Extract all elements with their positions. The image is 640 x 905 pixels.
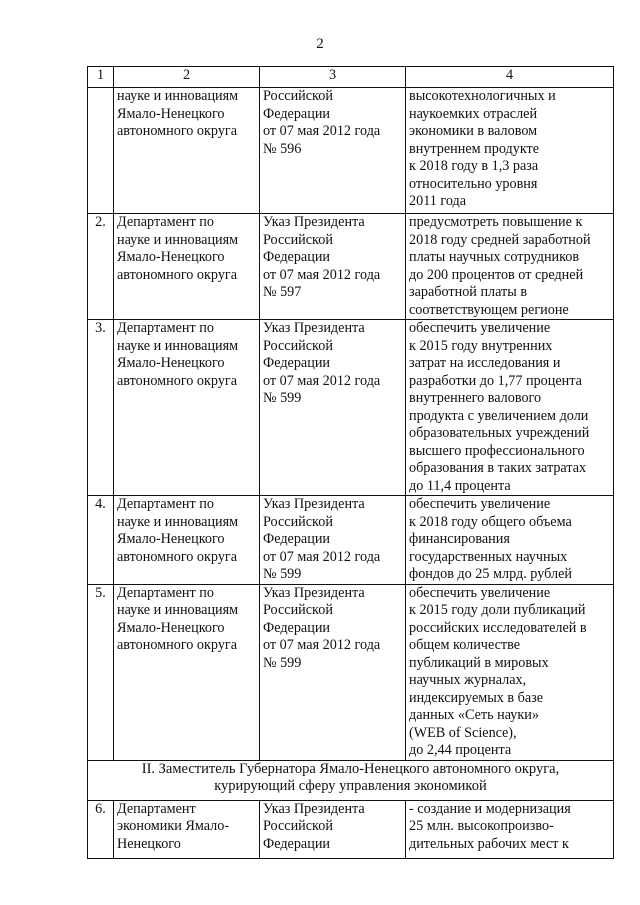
text-line: внутреннем продукте bbox=[409, 140, 540, 157]
text-line: науке и инновациям bbox=[117, 337, 239, 354]
text-line: автономного округа bbox=[117, 548, 238, 565]
text-line: науке и инновациям bbox=[117, 231, 239, 248]
text-line: дительных рабочих мест к bbox=[409, 835, 569, 852]
text-line: образовательных учреждений bbox=[409, 425, 590, 441]
task-cell bbox=[406, 584, 614, 760]
decree-cell bbox=[260, 214, 406, 320]
text-line: относительно уровня bbox=[409, 175, 538, 192]
text-line: автономного округа bbox=[117, 123, 238, 139]
text-line: к 2018 году общего объема bbox=[409, 513, 572, 530]
text-line: № 599 bbox=[263, 566, 302, 582]
text-line: обеспечить увеличение bbox=[409, 584, 551, 601]
department-cell bbox=[114, 320, 260, 496]
text-line: науке и инновациям bbox=[117, 88, 239, 104]
task-cell bbox=[406, 88, 614, 214]
text-line: автономного округа bbox=[117, 266, 238, 283]
text-line: 4. bbox=[95, 496, 106, 512]
task-cell bbox=[406, 214, 614, 320]
text-line: Российской bbox=[263, 337, 333, 354]
text-line: Ямало-Ненецкого bbox=[117, 249, 225, 265]
section-heading bbox=[88, 760, 614, 800]
table-row bbox=[88, 214, 614, 320]
text-line: Ямало-Ненецкого bbox=[117, 531, 225, 547]
text-line: автономного округа bbox=[117, 372, 238, 389]
text-line: Федерации bbox=[263, 835, 331, 852]
text-line: 2018 году средней заработной bbox=[409, 231, 591, 248]
department-cell bbox=[114, 214, 260, 320]
table-row bbox=[88, 320, 614, 496]
row-number-cell bbox=[88, 800, 114, 858]
text-line: до 11,4 процента bbox=[409, 477, 511, 494]
decree-cell bbox=[260, 496, 406, 585]
text-line: от 07 мая 2012 года bbox=[263, 372, 381, 389]
text-line: 6. bbox=[95, 800, 106, 817]
text-line: Федерации bbox=[263, 531, 331, 547]
text-line: Указ Президента bbox=[263, 214, 365, 230]
department-cell bbox=[114, 496, 260, 585]
row-number-cell bbox=[88, 214, 114, 320]
text-line: затрат на исследования и bbox=[409, 355, 561, 371]
header-col-2: 2 bbox=[114, 67, 260, 88]
text-line: к 2015 году доли публикаций bbox=[409, 602, 586, 618]
text-line: Департамент по bbox=[117, 584, 214, 601]
text-line: Ненецкого bbox=[117, 835, 181, 852]
text-line: финансирования bbox=[409, 531, 510, 547]
text-line: Указ Президента bbox=[263, 800, 365, 817]
decree-cell bbox=[260, 88, 406, 214]
text-line: от 07 мая 2012 года bbox=[263, 637, 381, 653]
text-line: науке и инновациям bbox=[117, 602, 239, 618]
text-line: Российской bbox=[263, 602, 333, 618]
text-line: до 2,44 процента bbox=[409, 742, 512, 758]
text-line: государственных научных bbox=[409, 548, 568, 565]
text-line: предусмотреть повышение к bbox=[409, 214, 583, 230]
text-line: 2. bbox=[95, 214, 106, 230]
text-line: научных журналах, bbox=[409, 672, 527, 688]
task-cell bbox=[406, 320, 614, 496]
row-number-cell bbox=[88, 496, 114, 585]
text-line: Федерации bbox=[263, 355, 331, 371]
text-line: 5. bbox=[95, 584, 106, 601]
table-body bbox=[88, 88, 614, 859]
text-line: общем количестве bbox=[409, 637, 521, 653]
row-number-cell bbox=[88, 584, 114, 760]
header-col-3: 3 bbox=[260, 67, 406, 88]
text-line: Федерации bbox=[263, 105, 331, 122]
text-line: автономного округа bbox=[117, 637, 238, 653]
text-line: экономики Ямало- bbox=[117, 818, 230, 834]
text-line: Департамент по bbox=[117, 320, 214, 336]
table-row bbox=[88, 584, 614, 760]
text-line: № 599 bbox=[263, 654, 302, 671]
text-line: публикаций в мировых bbox=[409, 654, 549, 671]
row-number-cell bbox=[88, 88, 114, 214]
text-line: Департамент bbox=[117, 800, 196, 817]
page-number: 2 bbox=[316, 36, 324, 52]
text-line: фондов до 25 млрд. рублей bbox=[409, 566, 572, 582]
text-line: Федерации bbox=[263, 619, 331, 636]
header-col-4: 4 bbox=[406, 67, 614, 88]
text-line: Ямало-Ненецкого bbox=[117, 355, 225, 371]
text-line: высокотехнологичных и bbox=[409, 88, 556, 104]
text-line: Российской bbox=[263, 818, 333, 834]
text-line: от 07 мая 2012 года bbox=[263, 548, 381, 565]
text-line: Департамент по bbox=[117, 214, 214, 230]
text-line: Департамент по bbox=[117, 496, 214, 512]
text-line: - создание и модернизация bbox=[409, 800, 571, 817]
department-cell bbox=[114, 800, 260, 858]
department-cell bbox=[114, 88, 260, 214]
text-line: Российской bbox=[263, 513, 333, 530]
text-line: индексируемых в базе bbox=[409, 689, 544, 706]
text-line: экономики в валовом bbox=[409, 123, 538, 139]
text-line: к 2015 году внутренних bbox=[409, 337, 553, 354]
decree-table bbox=[87, 66, 614, 859]
text-line: 25 млн. высокопроизво- bbox=[409, 818, 554, 834]
text-line: продукта с увеличением доли bbox=[409, 407, 589, 424]
text-line: 2011 года bbox=[409, 193, 467, 209]
department-cell bbox=[114, 584, 260, 760]
text-line: от 07 мая 2012 года bbox=[263, 266, 381, 283]
section-heading-line: курирующий сферу управления экономикой bbox=[214, 778, 487, 794]
row-number-cell bbox=[88, 320, 114, 496]
decree-cell bbox=[260, 584, 406, 760]
table-row bbox=[88, 88, 614, 214]
text-line: к 2018 году в 1,3 раза bbox=[409, 158, 539, 174]
section-heading-row bbox=[88, 760, 614, 800]
text-line: данных «Сеть науки» bbox=[409, 707, 539, 723]
text-line: Указ Президента bbox=[263, 496, 365, 512]
task-cell bbox=[406, 496, 614, 585]
text-line: № 596 bbox=[263, 140, 302, 157]
text-line: Ямало-Ненецкого bbox=[117, 619, 225, 636]
text-line: образования в таких затратах bbox=[409, 460, 587, 476]
text-line: Указ Президента bbox=[263, 320, 365, 336]
text-line: науке и инновациям bbox=[117, 513, 239, 530]
text-line: платы научных сотрудников bbox=[409, 249, 580, 265]
text-line: внутреннего валового bbox=[409, 390, 542, 406]
text-line: высшего профессионального bbox=[409, 442, 585, 459]
task-cell bbox=[406, 800, 614, 858]
text-line: заработной платы в bbox=[409, 284, 528, 300]
text-line: наукоемких отраслей bbox=[409, 105, 538, 122]
text-line: соответствующем регионе bbox=[409, 301, 569, 318]
decree-cell bbox=[260, 320, 406, 496]
text-line: Ямало-Ненецкого bbox=[117, 105, 225, 122]
text-line: (WEB of Science), bbox=[409, 724, 517, 741]
text-line: 3. bbox=[95, 320, 106, 336]
text-line: Российской bbox=[263, 231, 333, 248]
text-line: разработки до 1,77 процента bbox=[409, 372, 582, 389]
text-line: обеспечить увеличение bbox=[409, 496, 551, 512]
text-line: от 07 мая 2012 года bbox=[263, 123, 381, 139]
text-line: обеспечить увеличение bbox=[409, 320, 551, 336]
section-heading-line: II. Заместитель Губернатора Ямало-Ненецкого автономного округа, bbox=[141, 760, 560, 777]
text-line: Указ Президента bbox=[263, 584, 365, 601]
text-line: до 200 процентов от средней bbox=[409, 266, 584, 283]
text-line: Федерации bbox=[263, 249, 331, 265]
text-line: Российской bbox=[263, 88, 333, 104]
table-row bbox=[88, 800, 614, 858]
header-row bbox=[88, 67, 614, 88]
text-line: российских исследователей в bbox=[409, 619, 587, 636]
text-line: № 597 bbox=[263, 284, 302, 300]
decree-cell bbox=[260, 800, 406, 858]
header-col-1: 1 bbox=[88, 67, 114, 88]
table-row bbox=[88, 496, 614, 585]
text-line: № 599 bbox=[263, 390, 302, 406]
